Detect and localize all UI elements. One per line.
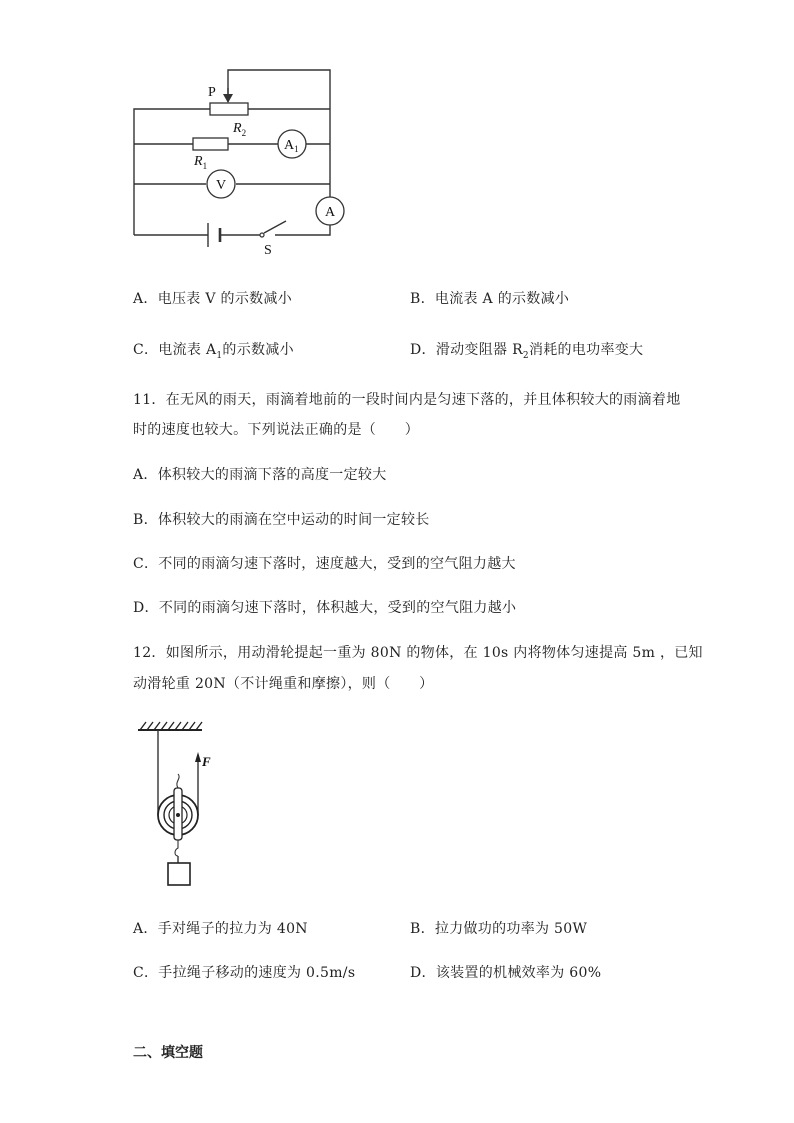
q12-option-a[interactable]: A．手对绳子的拉力为 40N [133,921,308,937]
label-r2: $R_2$ [233,121,247,138]
circuit-diagram [120,60,350,260]
section-title: 二、填空题 [133,1045,203,1061]
weight-block [168,863,190,885]
pulley-diagram [130,718,230,893]
label-a: A [325,205,336,220]
q10-option-c[interactable] [133,339,294,361]
q11-option-d[interactable]: D．不同的雨滴匀速下落时，体积越大，受到的空气阻力越小 [133,600,517,616]
q10-option-c-text: C．电流表 A [133,342,217,358]
q11-option-a[interactable]: A．体积较大的雨滴下落的高度一定较大 [133,467,387,483]
label-p: P [208,85,216,100]
force-label: F [202,754,211,769]
battery-icon [208,223,220,247]
q11-option-c[interactable]: C．不同的雨滴匀速下落时，速度越大，受到的空气阻力越大 [133,556,516,572]
label-s: S [264,243,272,258]
q10-option-a[interactable]: A．电压表 V 的示数减小 [133,291,293,307]
q12-stem-line1: 12．如图所示，用动滑轮提起一重为 80N 的物体，在 10s 内将物体匀速提高 5m ，已知 [133,645,703,661]
rheostat-r2 [210,103,248,115]
q12-option-c[interactable]: C．手拉绳子移动的速度为 0.5m/s [133,965,356,981]
resistor-r1 [193,138,228,150]
q10-option-d-text: D．滑动变阻器 R [410,342,523,358]
q11-stem-line2: 时的速度也较大。下列说法正确的是（ ） [133,422,419,438]
q10-option-c-text-end: 的示数减小 [222,342,294,358]
label-v: V [216,178,227,193]
force-arrow-icon [195,752,201,762]
q10-option-b[interactable]: B．电流表 A 的示数减小 [410,291,570,307]
label-r1: $R_1$ [194,154,208,171]
q10-option-c-sub: 1 [216,350,223,361]
q11-option-b[interactable]: B．体积较大的雨滴在空中运动的时间一定较长 [133,512,430,528]
q12-stem-line2: 动滑轮重 20N（不计绳重和摩擦），则（ ） [133,676,434,692]
q11-stem-line1: 11．在无风的雨天，雨滴着地前的一段时间内是匀速下落的，并且体积较大的雨滴着地 [133,392,681,408]
label-a1: $A_1$ [284,138,299,154]
q10-option-d-text-end: 消耗的电功率变大 [528,342,644,358]
q10-option-d-sub: 2 [522,350,529,361]
q12-option-d[interactable]: D．该装置的机械效率为 60% [410,965,602,981]
slider-arrow-icon [223,94,233,103]
q10-option-d[interactable] [410,339,643,361]
q12-option-b[interactable]: B．拉力做功的功率为 50W [410,921,588,937]
